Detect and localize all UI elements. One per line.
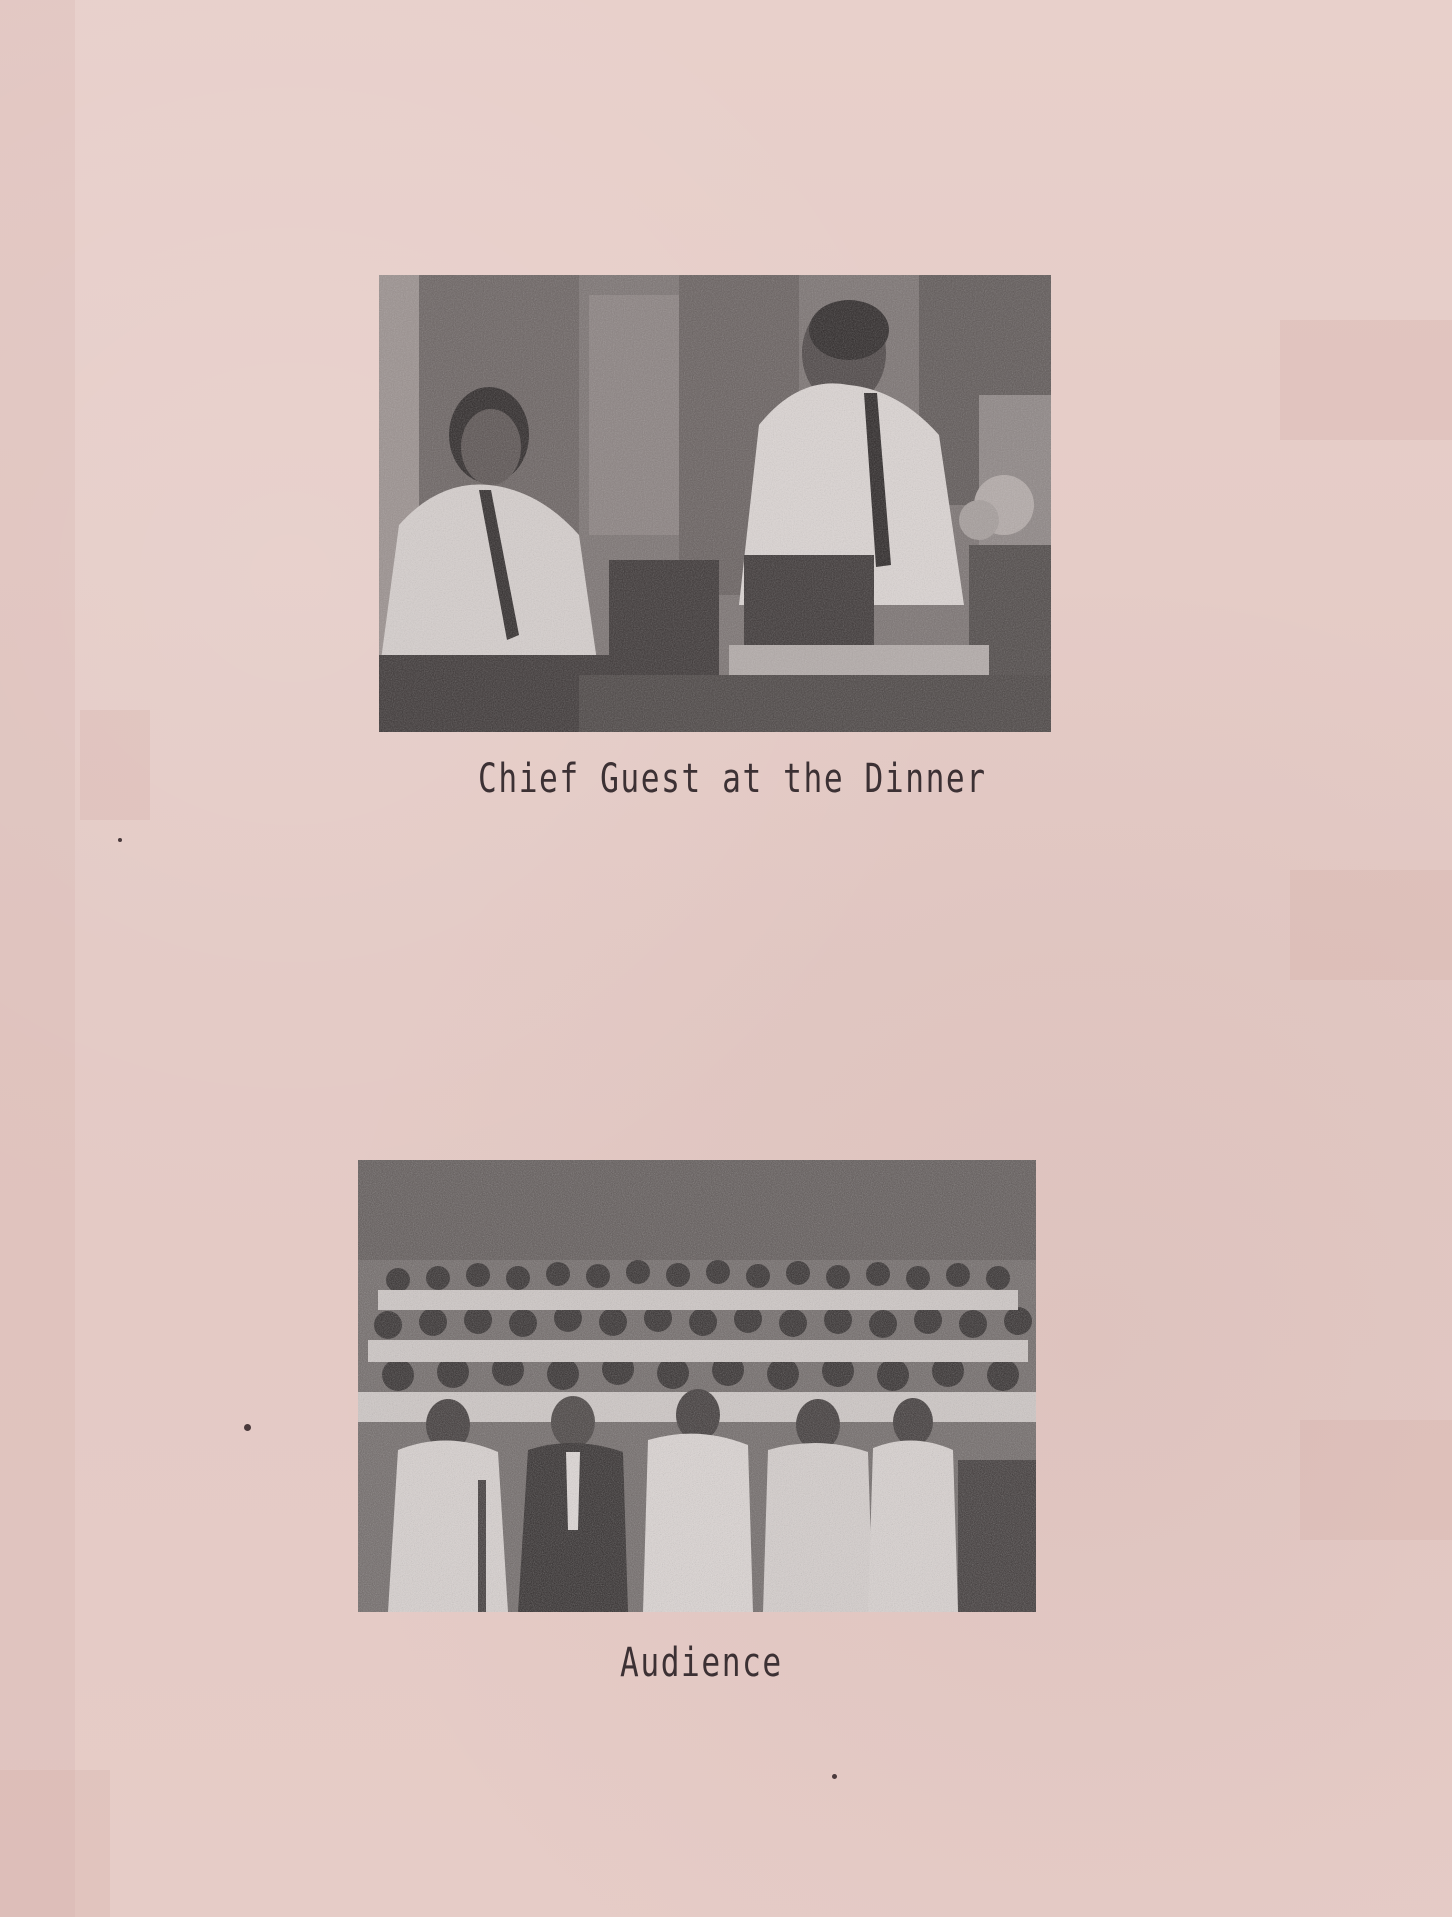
paper-stain [1290,870,1452,980]
paper-stain [0,0,75,1917]
paper-stain [1280,320,1452,440]
paper-stain [0,1770,110,1917]
audience-caption: Audience [620,1640,783,1686]
chief-guest-caption: Chief Guest at the Dinner [478,756,987,802]
paper-stain [1300,1420,1452,1540]
ink-speck [832,1774,837,1779]
audience-photo [358,1160,1036,1612]
paper-stain [80,710,150,820]
ink-speck [244,1424,251,1431]
chief-guest-photo [379,275,1051,732]
ink-speck [118,838,122,842]
